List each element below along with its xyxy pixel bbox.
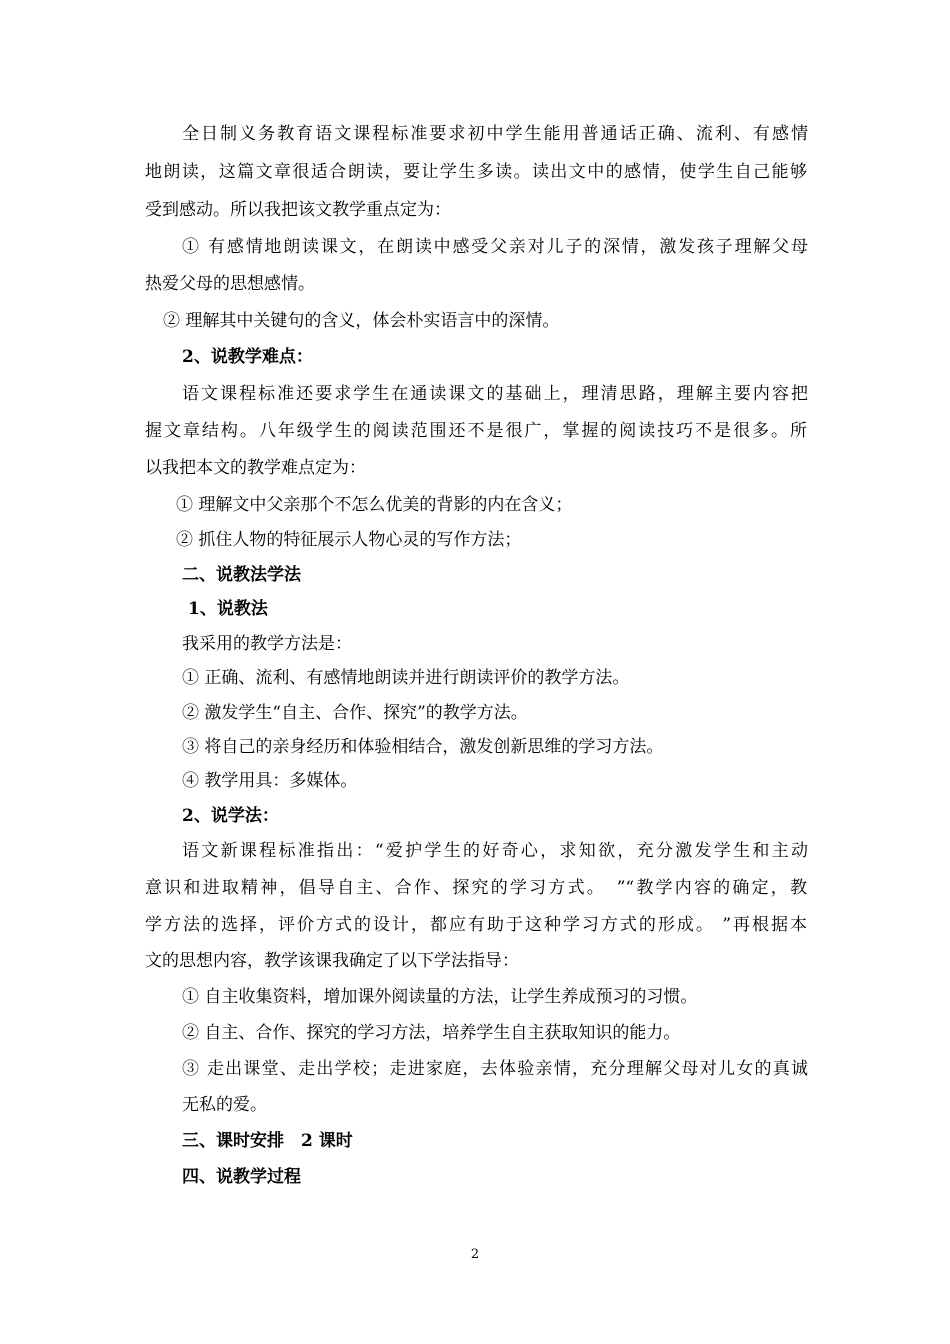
- list-item: ③ 走出课堂、走出学校；走进家庭，去体验亲情，充分理解父母对儿女的真诚: [182, 1059, 808, 1079]
- list-item: ① 正确、流利、有感情地朗读并进行朗读评价的教学方法。: [182, 668, 630, 688]
- body-line: 无私的爱。: [182, 1095, 267, 1115]
- section-heading: 2、说学法：: [182, 806, 279, 826]
- list-item: ③ 将自己的亲身经历和体验相结合，激发创新思维的学习方法。: [182, 737, 664, 757]
- body-line: 地朗读，这篇文章很适合朗读，要让学生多读。读出文中的感情，使学生自己能够: [145, 162, 807, 182]
- body-line: 学方法的选择，评价方式的设计，都应有助于这种学习方式的形成。 ”再根据本: [145, 915, 807, 935]
- body-line: 全日制义务教育语文课程标准要求初中学生能用普通话正确、流利、有感情: [182, 124, 808, 144]
- section-heading: 四、说教学过程: [182, 1167, 301, 1187]
- body-line: 受到感动。所以我把该文教学重点定为：: [145, 200, 451, 220]
- section-heading: 三、课时安排 2 课时: [182, 1131, 353, 1151]
- body-line: 我采用的教学方法是：: [182, 634, 352, 654]
- list-item: ② 抓住人物的特征展示人物心灵的写作方法；: [176, 530, 522, 550]
- body-line: 文的思想内容，教学该课我确定了以下学法指导：: [145, 951, 519, 971]
- body-line: 热爱父母的思想感情。: [145, 274, 315, 294]
- section-heading: 二、说教法学法: [182, 565, 301, 585]
- body-line: 语文新课程标准指出：“爱护学生的好奇心，求知欲，充分激发学生和主动: [182, 841, 808, 861]
- body-line: 语文课程标准还要求学生在通读课文的基础上，理清思路，理解主要内容把: [182, 384, 808, 404]
- section-heading: 2、说教学难点：: [182, 347, 313, 367]
- list-item: ① 理解文中父亲那个不怎么优美的背影的内在含义；: [176, 495, 573, 515]
- body-line: 握文章结构。八年级学生的阅读范围还不是很广，掌握的阅读技巧不是很多。所: [145, 421, 807, 441]
- list-item: ④ 教学用具：多媒体。: [182, 771, 358, 791]
- body-line: 意识和进取精神，倡导自主、合作、探究的学习方式。 ”“教学内容的确定，教: [145, 878, 807, 898]
- list-item: ② 自主、合作、探究的学习方法，培养学生自主获取知识的能力。: [182, 1023, 681, 1043]
- list-item: ① 自主收集资料，增加课外阅读量的方法，让学生养成预习的习惯。: [182, 987, 698, 1007]
- list-item: ② 理解其中关键句的含义，体会朴实语言中的深情。: [163, 311, 560, 331]
- page-number: 2: [470, 1247, 480, 1262]
- body-line: 以我把本文的教学难点定为：: [145, 458, 366, 478]
- list-item: ① 有感情地朗读课文，在朗读中感受父亲对儿子的深情，激发孩子理解父母: [182, 237, 808, 257]
- list-item: ② 激发学生“自主、合作、探究”的教学方法。: [182, 703, 528, 723]
- section-heading: 1、说教法: [188, 599, 268, 619]
